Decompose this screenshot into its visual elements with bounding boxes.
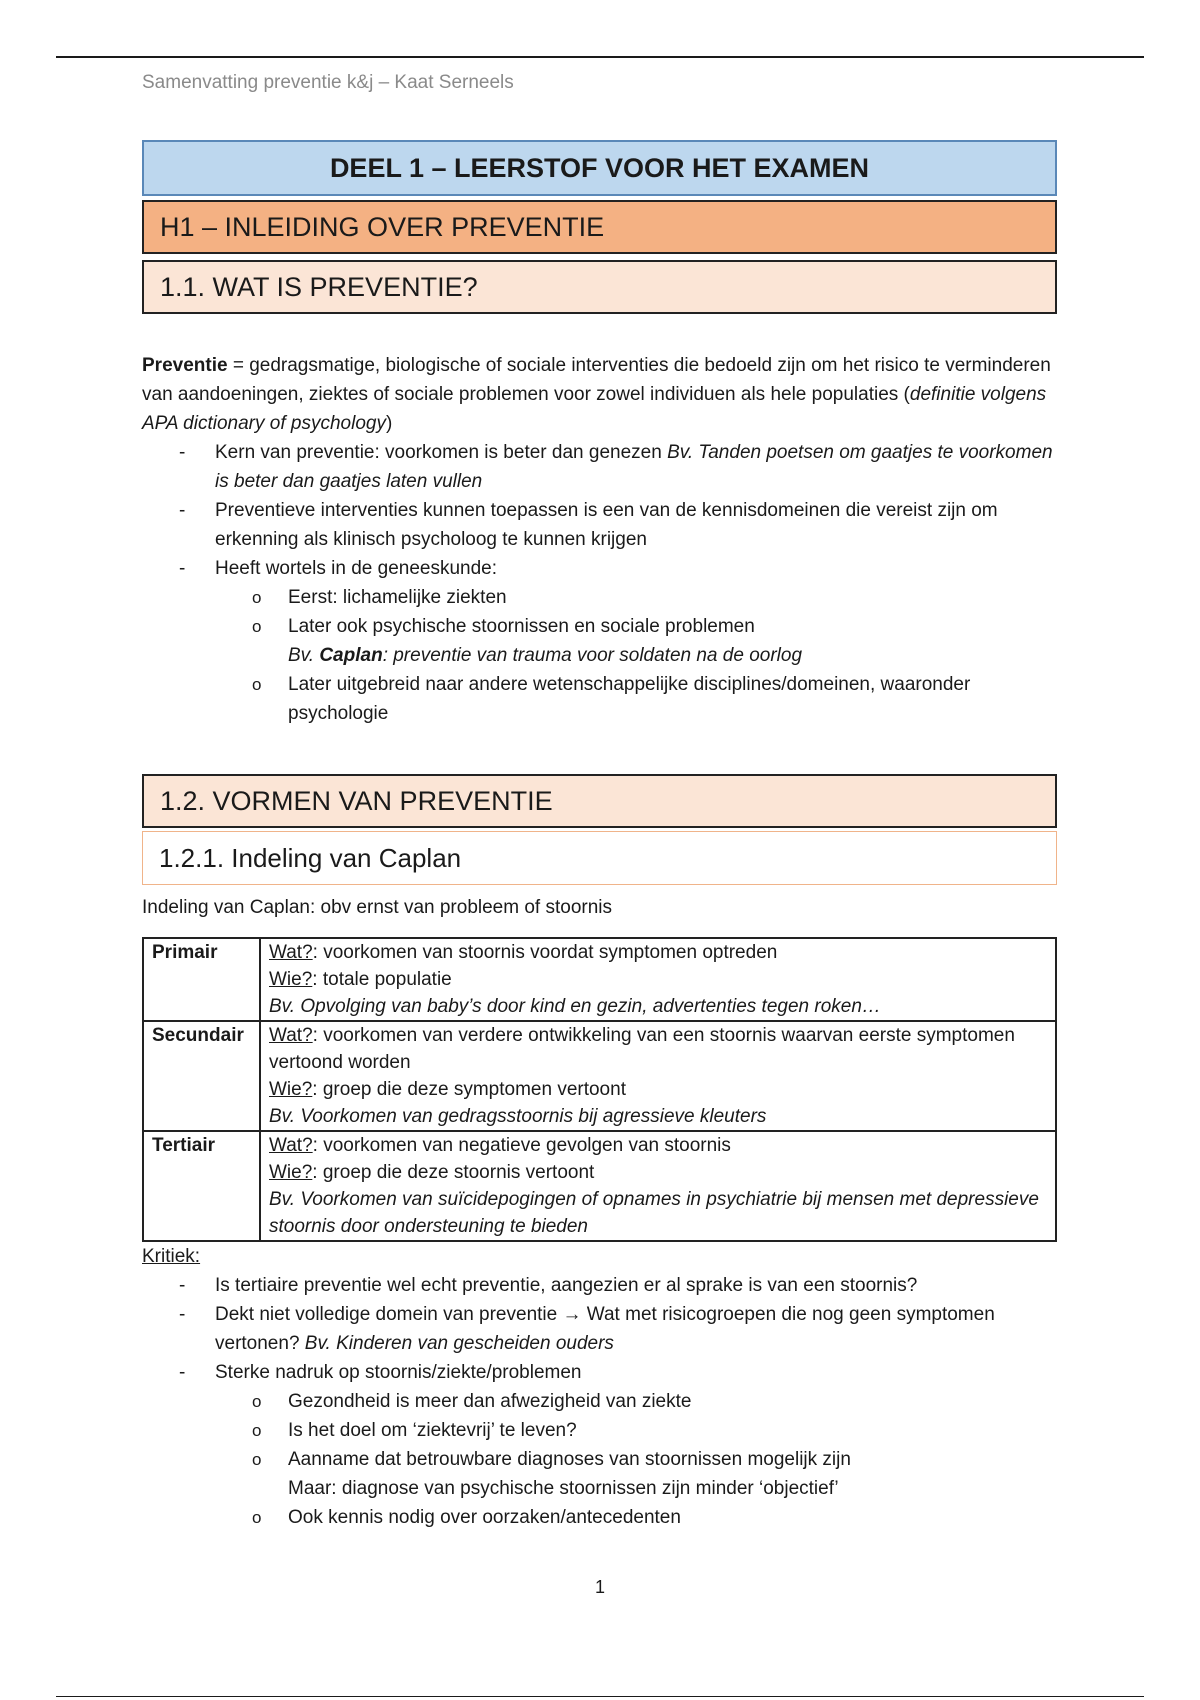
definition-text: = gedragsmatige, biologische of sociale interventies die bedoeld zijn om het risico te verminderen van aandoeningen, ziektes of sociale problemen voor zowel individuen als hele populaties ( [142,355,1051,405]
row-label: Primair [143,938,260,1021]
bottom-rule [56,1696,1144,1697]
table-row [143,938,1056,1021]
sub-list-item: o Later uitgebreid naar andere wetenschappelijke disciplines/domeinen, waaronder psychologie [215,670,1057,728]
heading-h1: H1 – INLEIDING OVER PREVENTIE [142,200,1057,254]
sub-list-item: o Ook kennis nodig over oorzaken/antecedenten [215,1503,1057,1532]
definition-source: definitie volgens APA dictionary of psychology [142,384,1047,434]
sub-list-item: o Gezondheid is meer dan afwezigheid van ziekte [215,1387,1057,1416]
list-item-text: Preventieve interventies kunnen toepassen is een van de kennisdomeinen die vereist zijn om erkenning als klinisch psycholoog te kunnen krijgen [215,500,998,550]
heading-1-2: 1.2. VORMEN VAN PREVENTIE [142,774,1057,828]
list-item-text: Heeft wortels in de geneeskunde: [215,558,498,579]
list-item [142,554,1057,728]
list-item-text: Kern van preventie: voorkomen is beter dan genezen [215,442,668,463]
sub-list-item-text: Aanname dat betrouwbare diagnoses van stoornissen mogelijk zijn [288,1449,851,1470]
term-preventie: Preventie [142,355,228,376]
list-item-example: Bv. Kinderen van gescheiden ouders [304,1333,614,1354]
list-item [142,1358,1057,1532]
row-label: Secundair [143,1021,260,1131]
page-number: 1 [594,1577,605,1597]
sub-list-example: Bv. Caplan: preventie van trauma voor soldaten na de oorlog [288,645,803,666]
list-item [142,1300,1057,1358]
heading-1-2-1: 1.2.1. Indeling van Caplan [142,831,1057,885]
heading-deel: DEEL 1 – LEERSTOF VOOR HET EXAMEN [142,140,1057,196]
running-header: Samenvatting preventie k&j – Kaat Serneels [142,72,514,93]
list-item-example: Bv. Tanden poetsen om gaatjes te voorkomen is beter dan gaatjes laten vullen [215,442,1053,492]
sub-list [215,583,1057,728]
top-rule [56,56,1144,58]
sub-list-item: o Is het doel om ‘ziektevrij’ te leven? [215,1416,1057,1445]
list-item [142,438,1057,496]
list-item-text: Sterke nadruk op stoornis/ziekte/problemen [215,1362,582,1383]
kritiek-list [142,1271,1057,1532]
sub-list [215,1387,1057,1532]
heading-1-1: 1.1. WAT IS PREVENTIE? [142,260,1057,314]
row-label: Tertiair [143,1131,260,1241]
caplan-table [142,937,1057,1242]
row-content: Wat?: voorkomen van negatieve gevolgen van stoornis Wie?: groep die deze stoornis vertoont Bv. Voorkomen van suïcidepogingen of opnames in psychiatrie bij mensen met depressieve stoornis door ondersteuning te bieden [260,1131,1056,1241]
row-content: Wat?: voorkomen van verdere ontwikkeling van een stoornis waarvan eerste symptomen vertoond worden Wie?: groep die deze symptomen vertoont Bv. Voorkomen van gedragsstoornis bij agressieve kleuters [260,1021,1056,1131]
table-row [143,1021,1056,1131]
list-item [142,496,1057,554]
sub-list-item-cont: Maar: diagnose van psychische stoornissen zijn minder ‘objectief’ [288,1478,839,1499]
sub-list-item [215,1445,1057,1503]
row-content: Wat?: voorkomen van stoornis voordat symptomen optreden Wie?: totale populatie Bv. Opvolging van baby’s door kind en gezin, advertenties tegen roken… [260,938,1056,1021]
kritiek-label: Kritiek: [142,1246,201,1267]
definition-close: ) [385,413,393,434]
preventie-definition [142,351,1057,438]
caplan-intro: Indeling van Caplan: obv ernst van probleem of stoornis [142,897,612,918]
list-item: - Is tertiaire preventie wel echt preventie, aangezien er al sprake is van een stoornis? [142,1271,1057,1300]
sub-list-item: o Eerst: lichamelijke ziekten [215,583,1057,612]
sub-list-item-text: Later ook psychische stoornissen en sociale problemen [288,616,755,637]
sub-list-item [215,612,1057,670]
list-item-text: Dekt niet volledige domein van preventie → Wat met risicogroepen die nog geen symptomen vertonen? [215,1304,995,1354]
intro-list [142,438,1057,728]
table-row [143,1131,1056,1241]
page-content [142,140,1057,1532]
